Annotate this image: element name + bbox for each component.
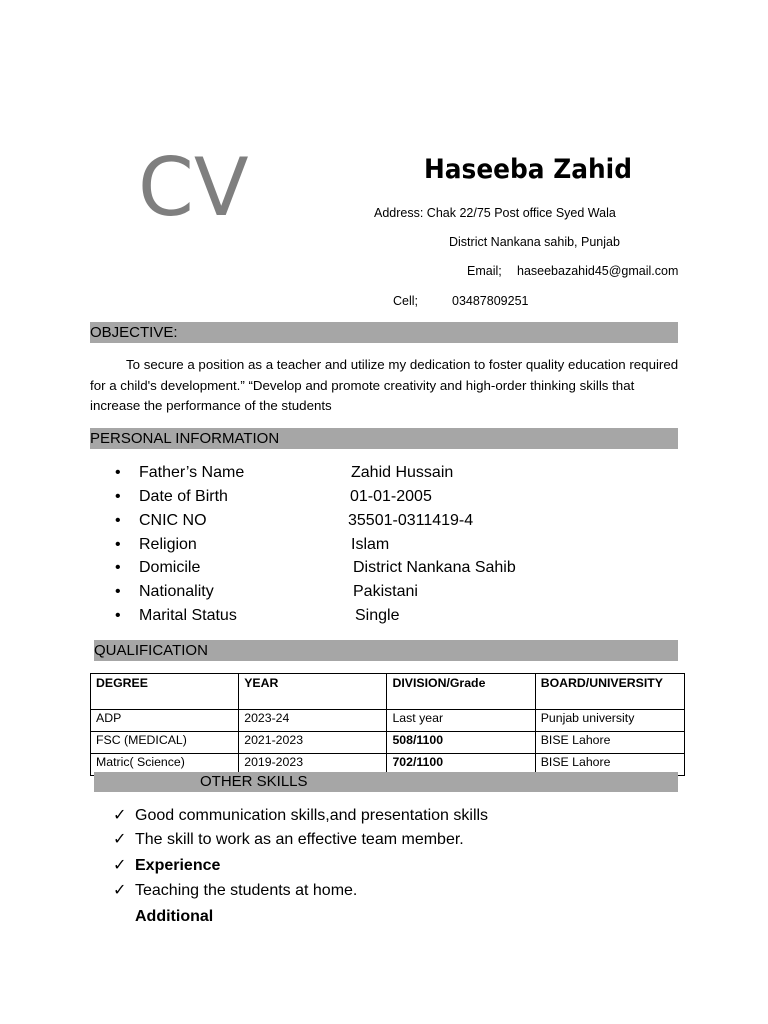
info-value: 35501-0311419-4 [348,512,474,529]
table-cell: Punjab university [535,710,684,732]
table-cell: Matric( Science) [91,754,239,776]
table-row [91,732,685,754]
column-header: DEGREE [91,674,239,710]
cv-title: CV [138,141,249,234]
column-header: YEAR [239,674,387,710]
email-label: Email; [467,264,502,278]
info-label: Date of Birth [139,488,228,505]
table-cell: FSC (MEDICAL) [91,732,239,754]
personal-info-heading: PERSONAL INFORMATION [90,430,280,447]
table-cell: 2021-2023 [239,732,387,754]
objective-heading-bar [90,322,678,343]
info-label: CNIC NO [139,512,207,529]
qualification-heading-bar [94,640,678,661]
bullet-icon: • [115,559,121,576]
objective-paragraph [90,355,680,417]
table-cell: BISE Lahore [535,754,684,776]
objective-text: To secure a position as a teacher and utilize my dedication to foster quality education required for a child's development.” “Develop and promote creativity and high-order thinking skills that increase the performance of the students [90,357,679,413]
info-label: Marital Status [139,607,237,624]
table-cell: 508/1100 [387,732,535,754]
address-line-1: Address: Chak 22/75 Post office Syed Wala [374,206,616,220]
checkmark-icon: ✓ [113,807,127,824]
column-header: DIVISION/Grade [387,674,535,710]
table-row [91,710,685,732]
table-cell: 2019-2023 [239,754,387,776]
info-value: District Nankana Sahib [353,559,516,576]
info-label: Religion [139,536,197,553]
email-value: haseebazahid45@gmail.com [517,264,679,278]
qualification-table [90,673,685,776]
info-label: Domicile [139,559,201,576]
skills-heading-bar [94,772,678,792]
info-value: Islam [351,536,390,553]
info-value: 01-01-2005 [350,488,432,505]
info-value: Zahid Hussain [351,464,454,481]
cell-label: Cell; [393,294,419,308]
table-cell: 2023-24 [239,710,387,732]
info-label: Nationality [139,583,214,600]
table-cell: ADP [91,710,239,732]
info-value: Single [355,607,400,624]
info-label: Father’s Name [139,464,245,481]
table-cell: 702/1100 [387,754,535,776]
bullet-icon: • [115,607,121,624]
bullet-icon: • [115,464,121,481]
table-header-row [91,674,685,710]
info-value: Pakistani [353,583,418,600]
objective-heading: OBJECTIVE: [90,324,178,341]
skills-heading: OTHER SKILLS [200,773,308,790]
cell-value: 03487809251 [452,294,529,308]
table-cell: Last year [387,710,535,732]
checkmark-icon: ✓ [113,831,127,848]
bullet-icon: • [115,488,121,505]
address-line-2: District Nankana sahib, Punjab [449,235,620,249]
column-header: BOARD/UNIVERSITY [535,674,684,710]
personal-info-heading-bar [90,428,678,449]
bullet-icon: • [115,583,121,600]
qualification-heading: QUALIFICATION [94,642,208,659]
table-cell: BISE Lahore [535,732,684,754]
bullet-icon: • [115,512,121,529]
checkmark-icon: ✓ [113,882,127,899]
candidate-name: Haseeba Zahid [424,154,632,185]
checkmark-icon: ✓ [113,857,127,874]
bullet-icon: • [115,536,121,553]
